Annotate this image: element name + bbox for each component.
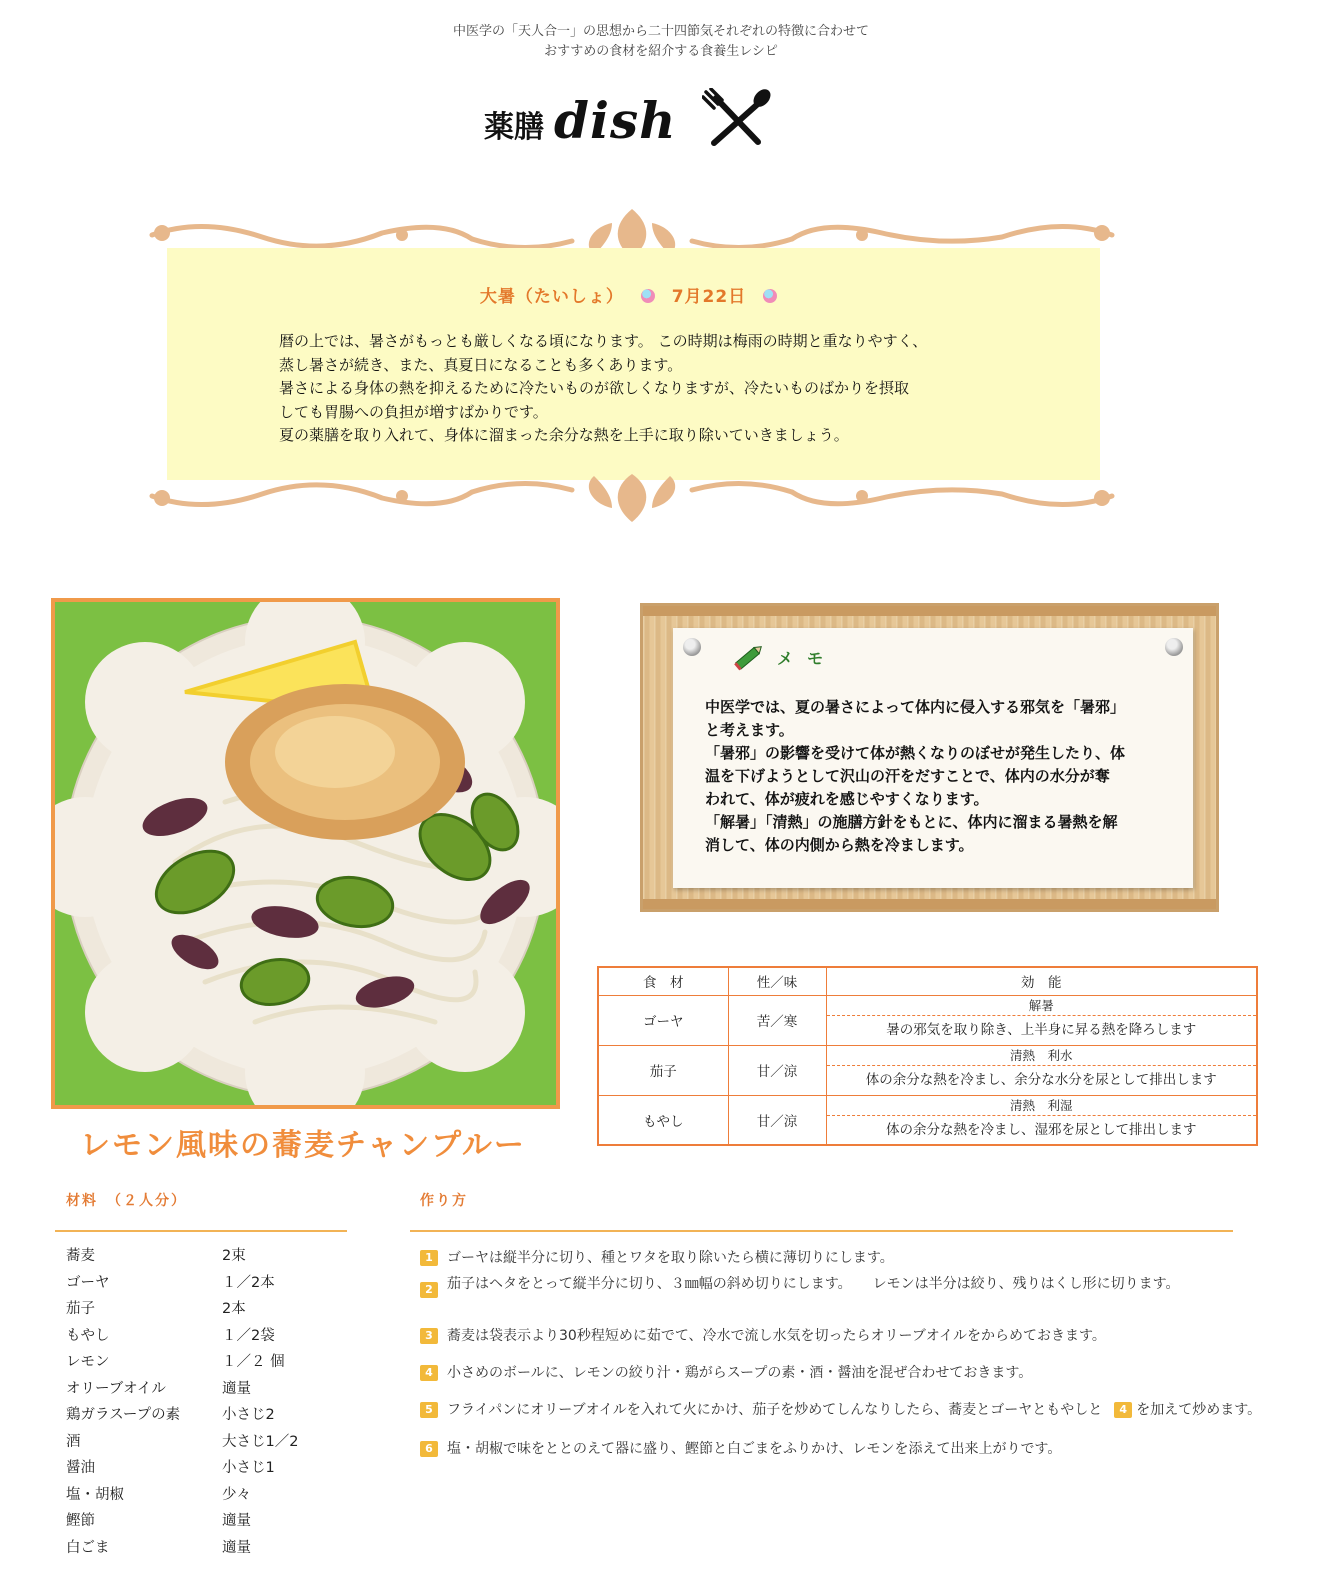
ingredient-item-name: オリーブオイル (66, 1380, 166, 1397)
season-line: しても胃腸への負担が増すばかりです。 (279, 402, 548, 421)
memo-line: と考えます。 (705, 721, 794, 739)
effect-description: 暑の邪気を取り除き、上半身に昇る熱を降ろします (886, 1022, 1197, 1038)
list-item (66, 1455, 366, 1482)
list-item (66, 1296, 366, 1323)
step-number: 4 (420, 1365, 438, 1381)
ingredient-name: ゴーヤ (598, 995, 728, 1045)
season-line: 暑さによる身体の熱を抑えるために冷たいものが欲しくなりますが、冷たいものばかりを摂取 (279, 379, 910, 397)
ingredient-effect (826, 1095, 1257, 1145)
ingredient-item-name: 白ごま (66, 1539, 110, 1556)
table-row (598, 1045, 1257, 1095)
list-item (66, 1323, 366, 1350)
memo-line: 消して、体の内側から熱を冷まします。 (705, 836, 974, 854)
recipe-step (420, 1276, 1222, 1298)
ingredients-list (66, 1243, 366, 1561)
dish-photo (51, 598, 560, 1109)
ingredient-taste: 苦／寒 (728, 995, 826, 1045)
effect-description: 体の余分な熱を冷まし、余分な水分を尿として排出します (865, 1072, 1217, 1088)
ingredient-effect (826, 1045, 1257, 1095)
table-row (598, 1095, 1257, 1145)
memo-line: 中医学では、夏の暑さによって体内に侵入する邪気を「暑邪」 (705, 698, 1126, 716)
season-description (279, 330, 999, 448)
ingredient-effect (826, 995, 1257, 1045)
list-item (66, 1243, 366, 1270)
memo-line: 温を下げようとして沢山の汗をだすことで、体内の水分が奪 (705, 767, 1110, 785)
step-number: 6 (420, 1441, 438, 1457)
season-banner (167, 248, 1100, 480)
table-row (598, 995, 1257, 1045)
list-item (66, 1402, 366, 1429)
site-logo (484, 88, 772, 150)
memo-board (640, 603, 1219, 912)
step-text: 小さめのボールに、レモンの絞り汁・鶏がらスープの素・酒・醤油を混ぜ合わせておきます。 (447, 1365, 1033, 1381)
logo-dish: dish (554, 91, 677, 150)
tagline-line-2: おすすめの食材を紹介する食養生レシピ (544, 44, 778, 59)
ingredient-item-qty: 少々 (222, 1486, 251, 1503)
memo-body (705, 696, 1175, 857)
step-reference-number: 4 (1114, 1402, 1132, 1418)
recipe-step (420, 1365, 1032, 1382)
recipe-step (420, 1402, 1261, 1419)
list-item (66, 1429, 366, 1456)
table-header-row (598, 967, 1257, 995)
ingredient-item-qty: １／2袋 (222, 1327, 275, 1344)
season-line: 蒸し暑さが続き、また、真夏日になることも多くあります。 (279, 355, 683, 374)
ingredients-divider (55, 1230, 347, 1232)
list-item (66, 1349, 366, 1376)
ingredient-item-name: 茄子 (66, 1301, 95, 1317)
fork-spoon-icon (702, 88, 772, 148)
steps-heading: 作り方 (420, 1193, 468, 1209)
ingredient-item-name: 塩・胡椒 (66, 1486, 124, 1503)
season-date: 7月22日 (671, 287, 747, 307)
list-item (66, 1482, 366, 1509)
ingredient-effect-table (597, 966, 1258, 1146)
list-item (66, 1270, 366, 1297)
table-header: 性／味 (728, 967, 826, 995)
effect-description: 体の余分な熱を冷まし、湿邪を尿として排出します (886, 1121, 1197, 1138)
step-text: 塩・胡椒で味をととのえて器に盛り、鰹節と白ごまをふりかけ、レモンを添えて出来上がりです。 (447, 1441, 1062, 1457)
step-number: 2 (420, 1282, 438, 1298)
tagline-line-1: 中医学の「天人合一」の思想から二十四節気それぞれの特徴に合わせて (452, 24, 869, 39)
recipe-step (420, 1328, 1106, 1345)
ingredient-item-qty: 適量 (222, 1380, 251, 1397)
memo-paper (673, 628, 1193, 888)
tagline (0, 22, 1322, 62)
ingredient-item-qty: 小さじ2 (222, 1407, 275, 1423)
ingredient-item-name: 蕎麦 (66, 1248, 95, 1264)
ingredients-heading: 材料 （２人分） (66, 1193, 187, 1209)
step-text-after: を加えて炒めます。 (1136, 1402, 1262, 1418)
recipe-step (420, 1441, 1061, 1458)
list-item (66, 1376, 366, 1403)
step-text: フライパンにオリーブオイルを入れて火にかけ、茄子を炒めてしんなりしたら、蕎麦とゴーヤともやしと (447, 1402, 1103, 1418)
ingredient-item-qty: １／２ 個 (222, 1354, 285, 1370)
ingredient-item-qty: 2本 (222, 1301, 246, 1317)
effect-name: 清熱 利湿 (827, 1096, 1257, 1116)
effect-name: 清熱 利水 (827, 1046, 1257, 1066)
ingredient-item-qty: 2束 (222, 1248, 246, 1264)
ingredient-name: もやし (598, 1095, 728, 1145)
memo-line: 「解暑」「清熱」の施膳方針をもとに、体内に溜まる暑熱を解 (705, 813, 1118, 831)
step-number: 5 (420, 1402, 438, 1418)
memo-title: メモ (777, 648, 838, 668)
ingredient-taste: 甘／涼 (728, 1095, 826, 1145)
ingredient-item-name: レモン (66, 1354, 110, 1370)
list-item (66, 1508, 366, 1535)
steps-divider (410, 1230, 1233, 1232)
logo-yakuzen: 薬膳 (484, 110, 544, 145)
ingredient-item-name: 酒 (66, 1433, 81, 1450)
shaved-ice-icon (763, 289, 777, 303)
pencil-icon (733, 642, 765, 672)
ingredient-item-qty: 小さじ1 (222, 1460, 275, 1476)
ingredient-item-name: ゴーヤ (66, 1274, 110, 1291)
ingredient-item-qty: 適量 (222, 1513, 251, 1529)
step-text: 蕎麦は袋表示より30秒程短めに茹でて、冷水で流し水気を切ったらオリーブオイルをからめておきます。 (447, 1328, 1106, 1344)
memo-line: 「暑邪」の影響を受けて体が熱くなりのぼせが発生したり、体 (705, 744, 1126, 762)
memo-header (733, 642, 837, 672)
pushpin-icon (683, 638, 701, 656)
ingredient-item-name: 鰹節 (66, 1513, 95, 1529)
step-number: 1 (420, 1250, 438, 1266)
memo-line: われて、体が疲れを感じやすくなります。 (705, 790, 989, 808)
table-header: 効 能 (826, 967, 1257, 995)
ingredient-item-name: もやし (66, 1327, 110, 1344)
ingredient-item-name: 鶏ガラスープの素 (66, 1407, 181, 1423)
ingredient-item-qty: 適量 (222, 1539, 251, 1556)
shaved-ice-icon (641, 289, 655, 303)
dish-title: レモン風味の蕎麦チャンプルー (80, 1128, 526, 1163)
season-name: 大暑（たいしょ） (479, 287, 624, 307)
step-text: 茄子はヘタをとって縦半分に切り、３㎜幅の斜め切りにします。 レモンは半分は絞り、残りはくし形に切ります。 (447, 1276, 1180, 1292)
ingredient-item-qty: １／2本 (222, 1274, 275, 1291)
step-number: 3 (420, 1328, 438, 1344)
ingredient-taste: 甘／涼 (728, 1045, 826, 1095)
effect-name: 解暑 (827, 996, 1257, 1016)
season-line: 夏の薬膳を取り入れて、身体に溜まった余分な熱を上手に取り除いていきましょう。 (279, 426, 849, 444)
pushpin-icon (1165, 638, 1183, 656)
season-title (167, 282, 1100, 307)
table-header: 食 材 (598, 967, 728, 995)
ingredient-item-qty: 大さじ1／2 (222, 1433, 299, 1450)
ingredient-name: 茄子 (598, 1045, 728, 1095)
season-line: 暦の上では、暑さがもっとも厳しくなる頃になります。 この時期は梅雨の時期と重なりやすく、 (279, 332, 928, 350)
step-text: ゴーヤは縦半分に切り、種とワタを取り除いたら横に薄切りにします。 (447, 1250, 894, 1266)
ornament-bottom (142, 470, 1122, 526)
ingredient-item-name: 醤油 (66, 1460, 95, 1476)
recipe-step (420, 1250, 894, 1267)
list-item (66, 1535, 366, 1562)
